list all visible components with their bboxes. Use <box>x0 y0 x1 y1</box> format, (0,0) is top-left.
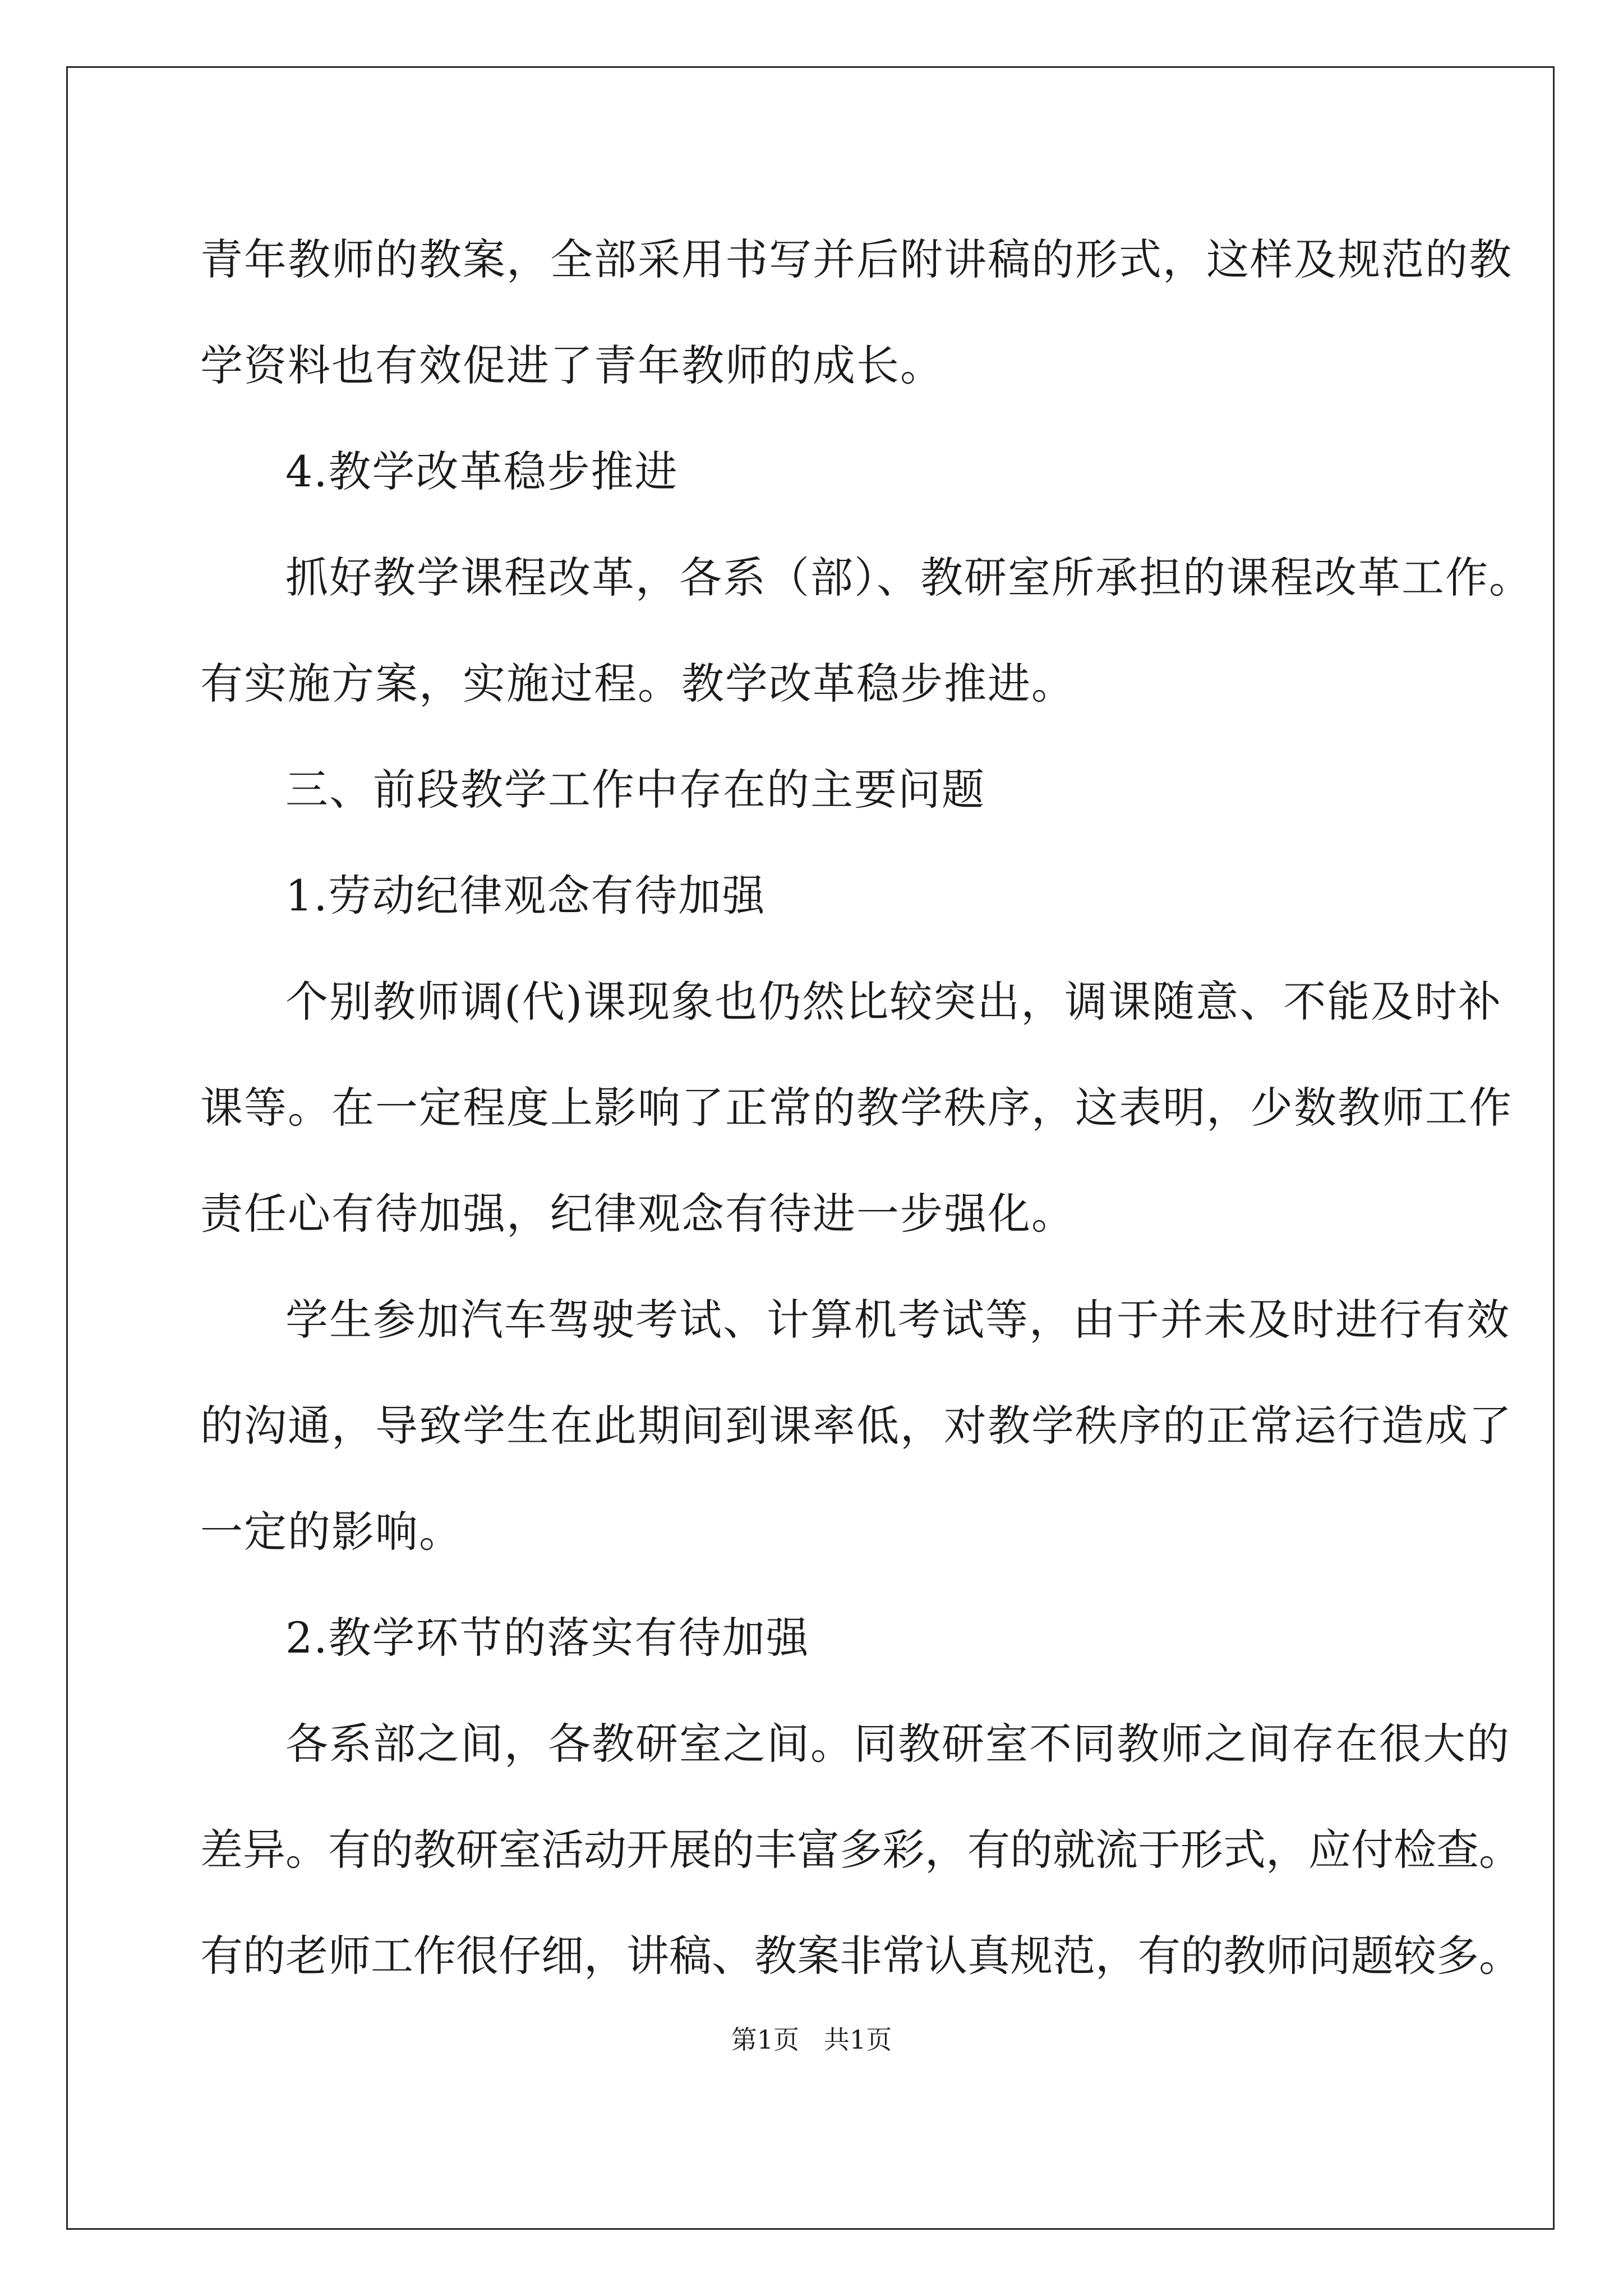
section-heading: 4.教学改革稳步推进 <box>285 447 679 496</box>
text-line: 学生参加汽车驾驶考试、计算机考试等，由于并未及时进行有效 <box>285 1295 1510 1345</box>
section-heading: 2.教学环节的落实有待加强 <box>285 1613 810 1663</box>
text-line: 各系部之间，各教研室之间。同教研室不同教师之间存在很大的 <box>285 1719 1510 1769</box>
page-footer: 第1页 共1页 <box>731 2024 892 2055</box>
text-line: 责任心有待加强，纪律观念有待进一步强化。 <box>200 1189 1075 1239</box>
text-line: 个别教师调(代)课现象也仍然比较突出，调课随意、不能及时补 <box>285 977 1502 1027</box>
text-line: 学资料也有效促进了青年教师的成长。 <box>200 341 944 390</box>
text-line: 差异。有的教研室活动开展的丰富多彩，有的就流于形式，应付检查。 <box>200 1825 1521 1875</box>
text-line: 一定的影响。 <box>200 1507 463 1557</box>
section-heading: 1.劳动纪律观念有待加强 <box>285 871 766 921</box>
section-heading: 三、前段教学工作中存在的主要问题 <box>285 765 985 815</box>
document-body <box>200 206 1533 2009</box>
text-line: 抓好教学课程改革，各系（部）、教研室所承担的课程改革工作。 <box>285 553 1533 602</box>
text-line: 课等。在一定程度上影响了正常的教学秩序，这表明，少数教师工作 <box>200 1083 1513 1133</box>
text-line: 有的老师工作很仔细，讲稿、教案非常认真规范，有的教师问题较多。 <box>200 1931 1521 1981</box>
text-line: 有实施方案，实施过程。教学改革稳步推进。 <box>200 659 1075 708</box>
text-line: 的沟通，导致学生在此期间到课率低，对教学秩序的正常运行造成了 <box>200 1401 1513 1451</box>
text-line: 青年教师的教案，全部采用书写并后附讲稿的形式，这样及规范的教 <box>200 234 1513 284</box>
